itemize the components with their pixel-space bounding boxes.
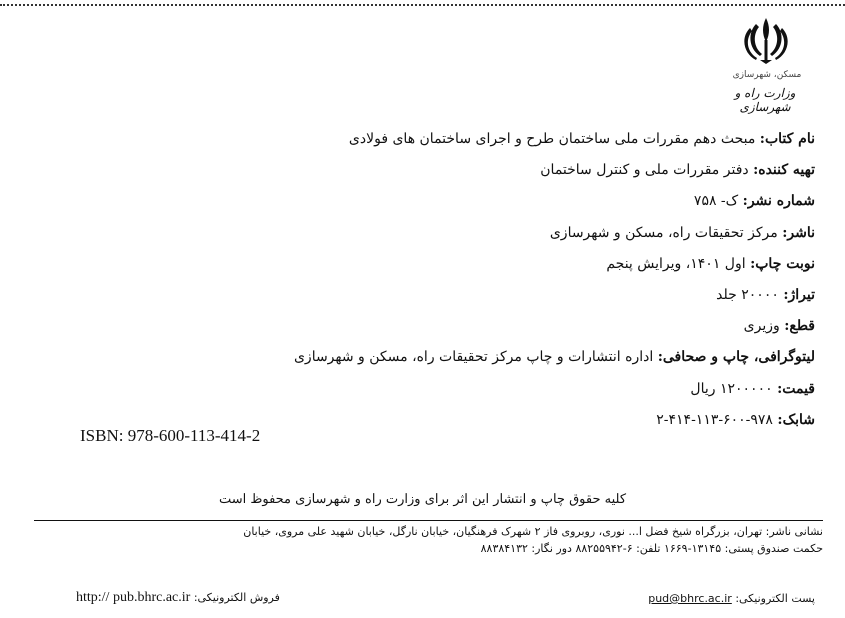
info-value: اول ۱۴۰۱، ویرایش پنجم — [606, 255, 746, 272]
info-row-price — [45, 374, 815, 405]
info-row-edition — [45, 249, 815, 280]
info-label: قطع: — [784, 318, 815, 335]
address-line: نشانی ناشر: تهران، بزرگراه شیخ فضل ا... نوری، روبروی فاز ۲ شهرک فرهنگیان، خیابان نارگل، خیابان شهید علی مروی، خیابان — [243, 525, 823, 538]
iran-emblem-icon — [742, 14, 790, 66]
ministry-name: وزارت راه و شهرسازی — [734, 86, 796, 114]
shop-label: فروش الکترونیکی: — [193, 591, 280, 604]
top-dotted-border — [0, 4, 845, 6]
web-shop-contact — [76, 590, 280, 606]
info-value: مرکز تحقیقات راه، مسکن و شهرسازی — [549, 224, 778, 241]
info-label: نوبت چاپ: — [750, 255, 815, 272]
info-value: ک- ۷۵۸ — [693, 193, 739, 210]
publisher-address — [23, 523, 823, 557]
info-value: دفتر مقررات ملی و کنترل ساختمان — [540, 162, 749, 179]
shop-url-link[interactable]: http:// pub.bhrc.ac.ir — [76, 590, 191, 605]
info-value: وزیری — [743, 318, 780, 335]
email-label: پست الکترونیکی: — [735, 592, 815, 605]
info-value: مبحث دهم مقررات ملی ساختمان طرح و اجرای ساختمان های فولادی — [348, 131, 756, 147]
logo-subtext: مسکن، شهرسازی — [732, 70, 802, 80]
info-label: تهیه کننده: — [753, 162, 815, 179]
info-value: ۲۰۰۰۰ جلد — [716, 286, 779, 303]
info-row-format — [45, 311, 815, 342]
info-value: ۱۲۰۰۰۰۰ ریال — [690, 380, 773, 397]
book-info — [45, 124, 815, 436]
email-contact — [648, 592, 815, 605]
info-value: ۹۷۸-۶۰۰-۱۱۳-۴۱۴-۲ — [656, 411, 773, 428]
info-value: اداره انتشارات و چاپ مرکز تحقیقات راه، مسکن و شهرسازی — [293, 349, 654, 366]
info-label: ناشر: — [782, 224, 815, 241]
divider — [34, 520, 823, 521]
info-row-publisher — [45, 218, 815, 249]
copyright-notice: کلیه حقوق چاپ و انتشار این اثر برای وزارت راه و شهرسازی محفوظ است — [218, 492, 627, 507]
info-row-title — [45, 124, 815, 155]
info-label: نام کتاب: — [759, 131, 815, 147]
info-label: لیتوگرافی، چاپ و صحافی: — [657, 349, 815, 366]
info-row-printing — [45, 342, 815, 373]
isbn-latin: ISBN: 978-600-113-414-2 — [80, 426, 261, 445]
info-label: قیمت: — [777, 380, 815, 397]
info-label: شابک: — [777, 411, 815, 428]
info-label: تیراژ: — [783, 286, 815, 303]
info-row-author — [45, 155, 815, 186]
info-label: شماره نشر: — [742, 193, 815, 210]
email-link[interactable]: pud@bhrc.ac.ir — [648, 592, 732, 605]
info-row-circulation — [45, 280, 815, 311]
address-line: حکمت صندوق پستی: ۱۳۱۴۵-۱۶۶۹ تلفن: ۶-۸۸۲۵۵۹۴۲ دور نگار: ۸۸۳۸۴۱۳۲ — [480, 542, 823, 555]
info-row-publication-number — [45, 186, 815, 217]
